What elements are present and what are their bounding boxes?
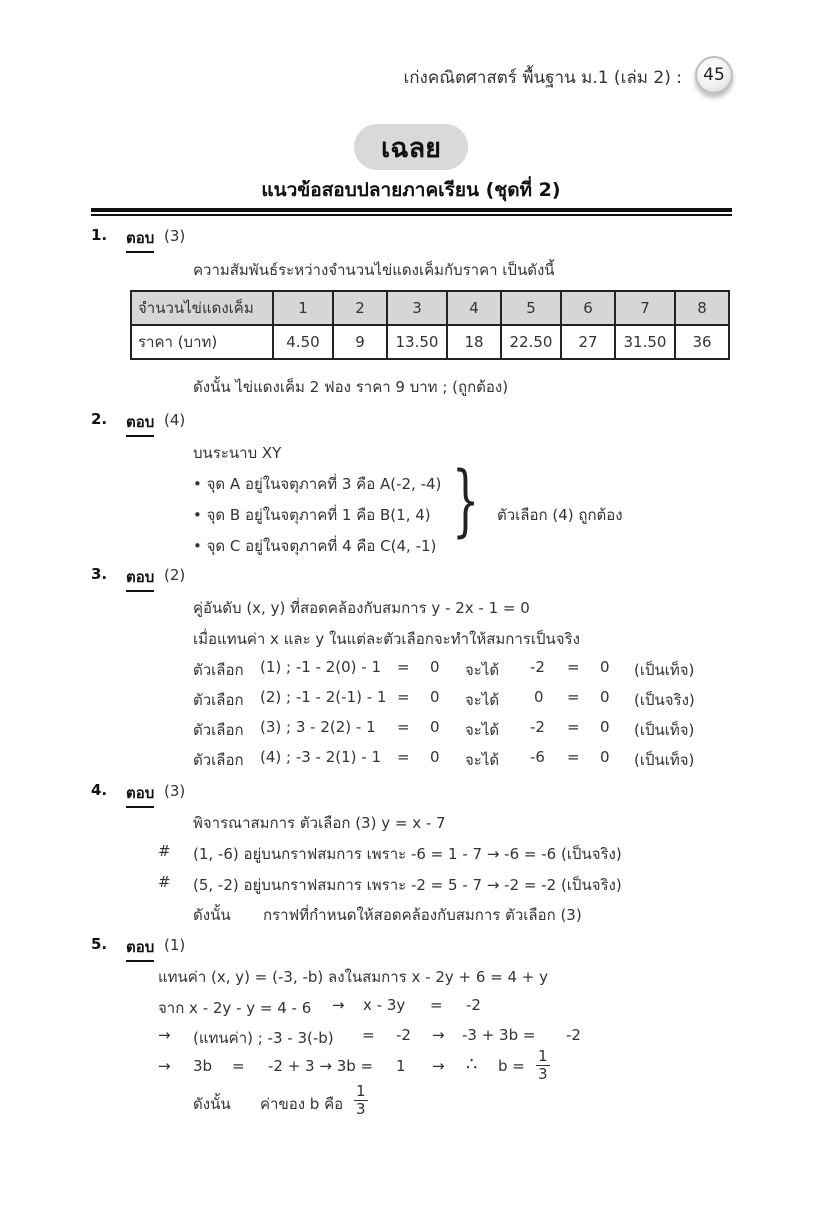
egg-price-table bbox=[130, 290, 730, 360]
fraction-denominator: 3 bbox=[356, 1100, 366, 1118]
hash-mark: # bbox=[158, 842, 171, 860]
solution-line-2c: -2 bbox=[466, 996, 481, 1014]
table-cell: 2 bbox=[333, 291, 387, 325]
row-result: -6 bbox=[530, 748, 545, 766]
conclusion-label: ดังนั้น bbox=[193, 906, 231, 924]
question-intro: บนระนาบ XY bbox=[193, 444, 282, 462]
solution-line-1: แทนค่า (x, y) = (-3, -b) ลงในสมการ x - 2y + 6 = 4 + y bbox=[158, 968, 549, 986]
table-cell: 4.50 bbox=[273, 325, 333, 359]
answer-choice: (1) bbox=[164, 936, 186, 954]
question-number: 4. bbox=[91, 781, 108, 799]
table-cell: 8 bbox=[675, 291, 729, 325]
table-cell: 27 bbox=[561, 325, 615, 359]
bullet-item: • จุด A อยู่ในจตุภาคที่ 3 คือ A(-2, -4) bbox=[193, 475, 442, 493]
solution-line-4-eq: = bbox=[232, 1057, 245, 1075]
row-then: จะได้ bbox=[465, 691, 500, 709]
solution-line-3a: (แทนค่า) ; -3 - 3(-b) bbox=[193, 1029, 334, 1047]
question-conclusion: ตัวเลือก (4) ถูกต้อง bbox=[497, 506, 623, 524]
row-label: ตัวเลือก bbox=[193, 691, 244, 709]
therefore-icon: ∴ bbox=[466, 1054, 478, 1075]
row-label: ตัวเลือก bbox=[193, 721, 244, 739]
page-subtitle: แนวข้อสอบปลายภาคเรียน (ชุดที่ 2) bbox=[261, 179, 561, 201]
row-expression: (2) ; -1 - 2(-1) - 1 bbox=[260, 688, 387, 706]
table-cell: 18 bbox=[447, 325, 501, 359]
solution-line-2a: จาก x - 2y - y = 4 - 6 bbox=[158, 999, 312, 1017]
table-cell: 1 bbox=[273, 291, 333, 325]
row-result: 0 bbox=[534, 688, 544, 706]
arrow-icon: → bbox=[432, 1057, 445, 1075]
row-expression: (4) ; -3 - 2(1) - 1 bbox=[260, 748, 382, 766]
answer-label: ตอบ bbox=[126, 935, 154, 962]
bullet-item: • จุด C อยู่ในจตุภาคที่ 4 คือ C(4, -1) bbox=[193, 537, 437, 555]
table-header-row bbox=[131, 291, 729, 325]
answer-label: ตอบ bbox=[126, 781, 154, 808]
row-equals: = bbox=[397, 748, 410, 766]
question-number: 1. bbox=[91, 226, 108, 244]
point-check: (1, -6) อยู่บนกราฟสมการ เพราะ -6 = 1 - 7 → -6 = -6 (เป็นจริง) bbox=[193, 845, 622, 863]
answer-choice: (2) bbox=[164, 566, 186, 584]
table-cell: 6 bbox=[561, 291, 615, 325]
page-number-badge: 45 bbox=[695, 56, 733, 94]
row-rhs: 0 bbox=[430, 658, 440, 676]
solution-line-3-eq: = bbox=[362, 1026, 375, 1044]
book-title: เก่งคณิตศาสตร์ พื้นฐาน ม.1 (เล่ม 2) : bbox=[403, 68, 682, 88]
row-expression: (3) ; 3 - 2(2) - 1 bbox=[260, 718, 376, 736]
row-rhs: 0 bbox=[430, 748, 440, 766]
row-equals-2: = bbox=[567, 718, 580, 736]
fraction-one-third bbox=[354, 1084, 368, 1117]
row-rhs-2: 0 bbox=[600, 718, 610, 736]
question-intro: พิจารณาสมการ ตัวเลือก (3) y = x - 7 bbox=[193, 814, 446, 832]
divider-thick bbox=[91, 208, 732, 212]
table-row bbox=[131, 325, 729, 359]
table-cell: 5 bbox=[501, 291, 561, 325]
solution-line-2-eq: = bbox=[430, 996, 443, 1014]
arrow-icon: → bbox=[432, 1026, 445, 1044]
bullet-item: • จุด B อยู่ในจตุภาคที่ 1 คือ B(1, 4) bbox=[193, 506, 431, 524]
table-header-label: จำนวนไข่แดงเค็ม bbox=[131, 291, 273, 325]
conclusion-label: ดังนั้น bbox=[193, 1095, 231, 1113]
solution-line-2b: x - 3y bbox=[363, 996, 406, 1014]
solution-line-4d: b = bbox=[498, 1057, 525, 1075]
table-cell: 3 bbox=[387, 291, 447, 325]
table-cell: 9 bbox=[333, 325, 387, 359]
question-conclusion: กราฟที่กำหนดให้สอดคล้องกับสมการ ตัวเลือก (3) bbox=[263, 906, 582, 924]
row-then: จะได้ bbox=[465, 661, 500, 679]
row-equals-2: = bbox=[567, 748, 580, 766]
point-check: (5, -2) อยู่บนกราฟสมการ เพราะ -2 = 5 - 7 → -2 = -2 (เป็นจริง) bbox=[193, 876, 622, 894]
question-number: 2. bbox=[91, 410, 108, 428]
row-equals: = bbox=[397, 688, 410, 706]
row-verdict: (เป็นเท็จ) bbox=[634, 751, 695, 769]
arrow-icon: → bbox=[158, 1057, 171, 1075]
solution-line-3c: -3 + 3b = bbox=[462, 1026, 536, 1044]
table-cell: 13.50 bbox=[387, 325, 447, 359]
table-cell: 7 bbox=[615, 291, 675, 325]
solution-line-3d: -2 bbox=[566, 1026, 581, 1044]
row-label: ตัวเลือก bbox=[193, 661, 244, 679]
table-cell: 22.50 bbox=[501, 325, 561, 359]
row-result: -2 bbox=[530, 658, 545, 676]
solution-line-4c: 1 bbox=[396, 1057, 406, 1075]
row-rhs-2: 0 bbox=[600, 658, 610, 676]
table-cell: 31.50 bbox=[615, 325, 675, 359]
arrow-icon: → bbox=[332, 996, 345, 1014]
solution-line-3b: -2 bbox=[396, 1026, 411, 1044]
fraction-denominator: 3 bbox=[538, 1065, 548, 1083]
row-rhs-2: 0 bbox=[600, 748, 610, 766]
question-number: 5. bbox=[91, 935, 108, 953]
answer-choice: (4) bbox=[164, 411, 186, 429]
row-then: จะได้ bbox=[465, 751, 500, 769]
row-equals-2: = bbox=[567, 658, 580, 676]
fraction-numerator: 1 bbox=[356, 1082, 366, 1100]
answer-label: ตอบ bbox=[126, 565, 154, 592]
answer-label: ตอบ bbox=[126, 410, 154, 437]
question-conclusion: ค่าของ b คือ bbox=[260, 1095, 344, 1113]
solution-line-4a: 3b bbox=[193, 1057, 213, 1075]
row-label: ตัวเลือก bbox=[193, 751, 244, 769]
row-expression: (1) ; -1 - 2(0) - 1 bbox=[260, 658, 382, 676]
table-cell: 36 bbox=[675, 325, 729, 359]
table-row-label: ราคา (บาท) bbox=[131, 325, 273, 359]
question-number: 3. bbox=[91, 565, 108, 583]
row-equals: = bbox=[397, 658, 410, 676]
row-then: จะได้ bbox=[465, 721, 500, 739]
question-conclusion: ดังนั้น ไข่แดงเค็ม 2 ฟอง ราคา 9 บาท ; (ถูกต้อง) bbox=[193, 378, 509, 396]
question-intro: ความสัมพันธ์ระหว่างจำนวนไข่แดงเค็มกับราคา เป็นดังนี้ bbox=[193, 261, 555, 279]
row-verdict: (เป็นจริง) bbox=[634, 691, 695, 709]
fraction-numerator: 1 bbox=[538, 1047, 548, 1065]
answer-choice: (3) bbox=[164, 227, 186, 245]
fraction-one-third bbox=[536, 1049, 550, 1082]
divider-thin bbox=[91, 214, 732, 216]
row-equals: = bbox=[397, 718, 410, 736]
question-intro: คู่อันดับ (x, y) ที่สอดคล้องกับสมการ y - 2x - 1 = 0 bbox=[193, 599, 530, 617]
arrow-icon: → bbox=[158, 1026, 171, 1044]
row-verdict: (เป็นเท็จ) bbox=[634, 661, 695, 679]
row-equals-2: = bbox=[567, 688, 580, 706]
hash-mark: # bbox=[158, 873, 171, 891]
question-intro-2: เมื่อแทนค่า x และ y ในแต่ละตัวเลือกจะทำให้สมการเป็นจริง bbox=[193, 630, 580, 648]
answer-key-pill: เฉลย bbox=[354, 124, 468, 170]
table-cell: 4 bbox=[447, 291, 501, 325]
answer-choice: (3) bbox=[164, 782, 186, 800]
solution-line-4b: -2 + 3 → 3b = bbox=[268, 1057, 374, 1075]
curly-brace-icon: } bbox=[452, 456, 480, 546]
row-verdict: (เป็นเท็จ) bbox=[634, 721, 695, 739]
answer-label: ตอบ bbox=[126, 226, 154, 253]
row-rhs-2: 0 bbox=[600, 688, 610, 706]
row-result: -2 bbox=[530, 718, 545, 736]
row-rhs: 0 bbox=[430, 688, 440, 706]
row-rhs: 0 bbox=[430, 718, 440, 736]
